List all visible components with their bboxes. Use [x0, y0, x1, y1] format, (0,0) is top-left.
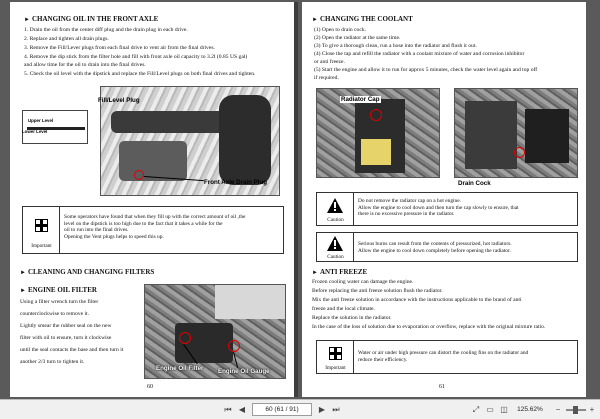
coolant-step: if required. — [314, 75, 339, 81]
antifreeze-line: freeze and the local climate. — [312, 306, 375, 312]
note-icon-cell — [317, 341, 354, 373]
heading-coolant: ► CHANGING THE COOLANT — [312, 15, 413, 23]
prev-page-icon[interactable]: ◀ — [238, 405, 246, 414]
note-icon-cell — [23, 207, 60, 253]
step-line: 2. Replace and tighten all drain plugs. — [24, 36, 109, 42]
upper-level-label: Upper Level — [28, 118, 54, 123]
two-page-icon[interactable]: ◫ — [500, 405, 508, 414]
important-icon — [35, 219, 48, 232]
important-caption: Important — [325, 365, 346, 371]
zoom-in-icon[interactable]: + — [589, 405, 595, 414]
antifreeze-line: Before replacing the anti freeze solution flush the radiator. — [312, 288, 443, 294]
lower-level-label: Lower Level — [22, 129, 48, 134]
important-note — [22, 206, 284, 254]
coolant-step: (4) Close the tap and refill the radiator with a coolant mixture of water and corrosion inhibitor — [314, 51, 525, 57]
fit-page-icon[interactable]: ⤢ — [472, 404, 480, 414]
caution-caption: Caution — [327, 254, 344, 260]
important-note-pressure — [316, 340, 578, 374]
caution-text: Do not remove the radiator cap on a hot engine. Allow the engine to cool down and then turn the cap slowly to ensure, that there is no excessive pressure in the radiator. — [358, 198, 519, 217]
important-text: Some operators have found that when they fill up with the correct amount of oil ,the level on the dipstick is too high due to the fact that it takes a while for the oil to run into the final drives. Opening the Vent plugs helps to speed this up. — [64, 214, 246, 240]
important-caption: Important — [31, 243, 52, 249]
filter-text-line: until the seal contacts the base and then turn it — [20, 347, 124, 353]
filter-text-line: filter with oil to ensure, turn it clockwise — [20, 335, 112, 341]
filter-text-line: Using a filter wrench turn the filter — [20, 299, 99, 305]
warning-triangle-icon — [327, 236, 343, 251]
right-page — [302, 2, 586, 397]
important-icon — [329, 347, 342, 360]
antifreeze-line: Mix the anti freeze solution in accordance with the instructions applicable to the brand of anti — [312, 297, 522, 303]
coolant-step: (2) Open the radiator at the same time. — [314, 35, 401, 41]
oil-gauge-label: Engine Oil Gauge — [218, 368, 270, 375]
drain-cock-photo — [454, 88, 578, 178]
drain-cock-marker — [514, 147, 525, 158]
radiator-cap-marker — [370, 109, 382, 121]
antifreeze-line: Frozen cooling water can damage the engine. — [312, 279, 414, 285]
caution-note-hot-engine — [316, 192, 578, 226]
page-number-input[interactable]: 60 (61 / 91) — [252, 403, 312, 416]
oil-gauge-marker — [228, 340, 240, 352]
viewer-toolbar — [0, 399, 600, 419]
heading-anti-freeze: ► ANTI FREEZE — [312, 268, 368, 276]
coolant-step: or anti freeze. — [314, 59, 345, 65]
filter-text-line: another 2/3 turn to tighten it. — [20, 359, 85, 365]
filter-text-line: counterclockwise to remove it. — [20, 311, 89, 317]
wheel-hub-shape — [219, 95, 271, 185]
oil-filter-marker — [179, 332, 191, 344]
caution-text: Serious burns can result from the contents of pressurized, hot radiators. Allow the engine to cool down completely before opening the radiator. — [358, 241, 512, 254]
caution-icon-cell — [317, 233, 354, 261]
antifreeze-line: In the case of the loss of solution due to evaporation or overflow, replace with the original mixture ratio. — [312, 324, 546, 330]
final-drive-shape — [119, 141, 187, 181]
caution-caption: Caution — [327, 217, 344, 223]
coolant-step: (3) To give a thorough clean, run a hose into the radiator and flush it out. — [314, 43, 477, 49]
radiator-side-shape — [525, 109, 569, 163]
page-number: 61 — [439, 384, 445, 390]
next-page-icon[interactable]: ▶ — [318, 405, 326, 414]
heading-oil-filter: ► ENGINE OIL FILTER — [20, 286, 97, 294]
drain-plug-marker — [134, 170, 144, 180]
zoom-out-icon[interactable]: − — [555, 405, 561, 414]
warning-triangle-icon — [327, 198, 343, 213]
step-line: and allow time for the oil to drain into the final drives. — [24, 62, 146, 68]
filter-text-line: Lightly smear the rubber seal on the new — [20, 323, 112, 329]
zoom-slider-thumb[interactable] — [573, 406, 578, 414]
dipstick-diagram — [22, 110, 88, 144]
step-line: 1. Drain the oil from the center diff plug and the drain plug in each drive. — [24, 27, 188, 33]
first-page-icon[interactable]: ⏮ — [224, 404, 232, 414]
coolant-step: (1) Open to drain cock. — [314, 27, 367, 33]
coolant-tank-shape — [361, 139, 391, 165]
heading-front-axle-oil: ► CHANGING OIL IN THE FRONT AXLE — [24, 15, 159, 23]
page-gutter-scrollbar[interactable] — [294, 2, 298, 397]
step-line: 3. Remove the Fill/Lever plugs from each final drive to vent air from the final drives. — [24, 45, 215, 51]
drain-plug-label: Front Axle Drain Plug — [204, 179, 268, 186]
caution-note-burns — [316, 232, 578, 262]
step-line: 4. Remove the dip stick from the filter hole and fill with front axle oil capacity to 3.2l (0.85 US gal) — [24, 54, 248, 60]
heading-filters: ► CLEANING AND CHANGING FILTERS — [20, 268, 155, 276]
engine-side-shape — [465, 101, 517, 169]
coolant-step: (5) Start the engine and allow it to run for approx 5 minutes, check the water level again and top off — [314, 67, 538, 73]
antifreeze-line: Replace the solution in the radiator. — [312, 315, 392, 321]
drain-cock-label: Drain Cock — [458, 180, 491, 187]
zoom-level[interactable]: 125.62% — [517, 406, 543, 413]
left-page — [10, 2, 294, 397]
last-page-icon[interactable]: ⏭ — [332, 404, 340, 414]
single-page-icon[interactable]: ▭ — [486, 405, 494, 414]
important-text: Water or air under high pressure can distort the cooling fins on the radiator and reduce their efficiency. — [358, 350, 529, 363]
engine-cover-shape — [215, 285, 286, 319]
radiator-cap-label: Radiator Cap — [341, 96, 380, 103]
step-line: 5. Check the oil level with the dipstick and replace the Fill/Level plugs on both final drives and tighten. — [24, 71, 256, 77]
oil-filter-label: Engine Oil Filter — [156, 365, 204, 372]
fill-level-plug-label: Fill/Level Plug — [98, 97, 140, 104]
page-number: 60 — [147, 384, 153, 390]
caution-icon-cell — [317, 193, 354, 225]
